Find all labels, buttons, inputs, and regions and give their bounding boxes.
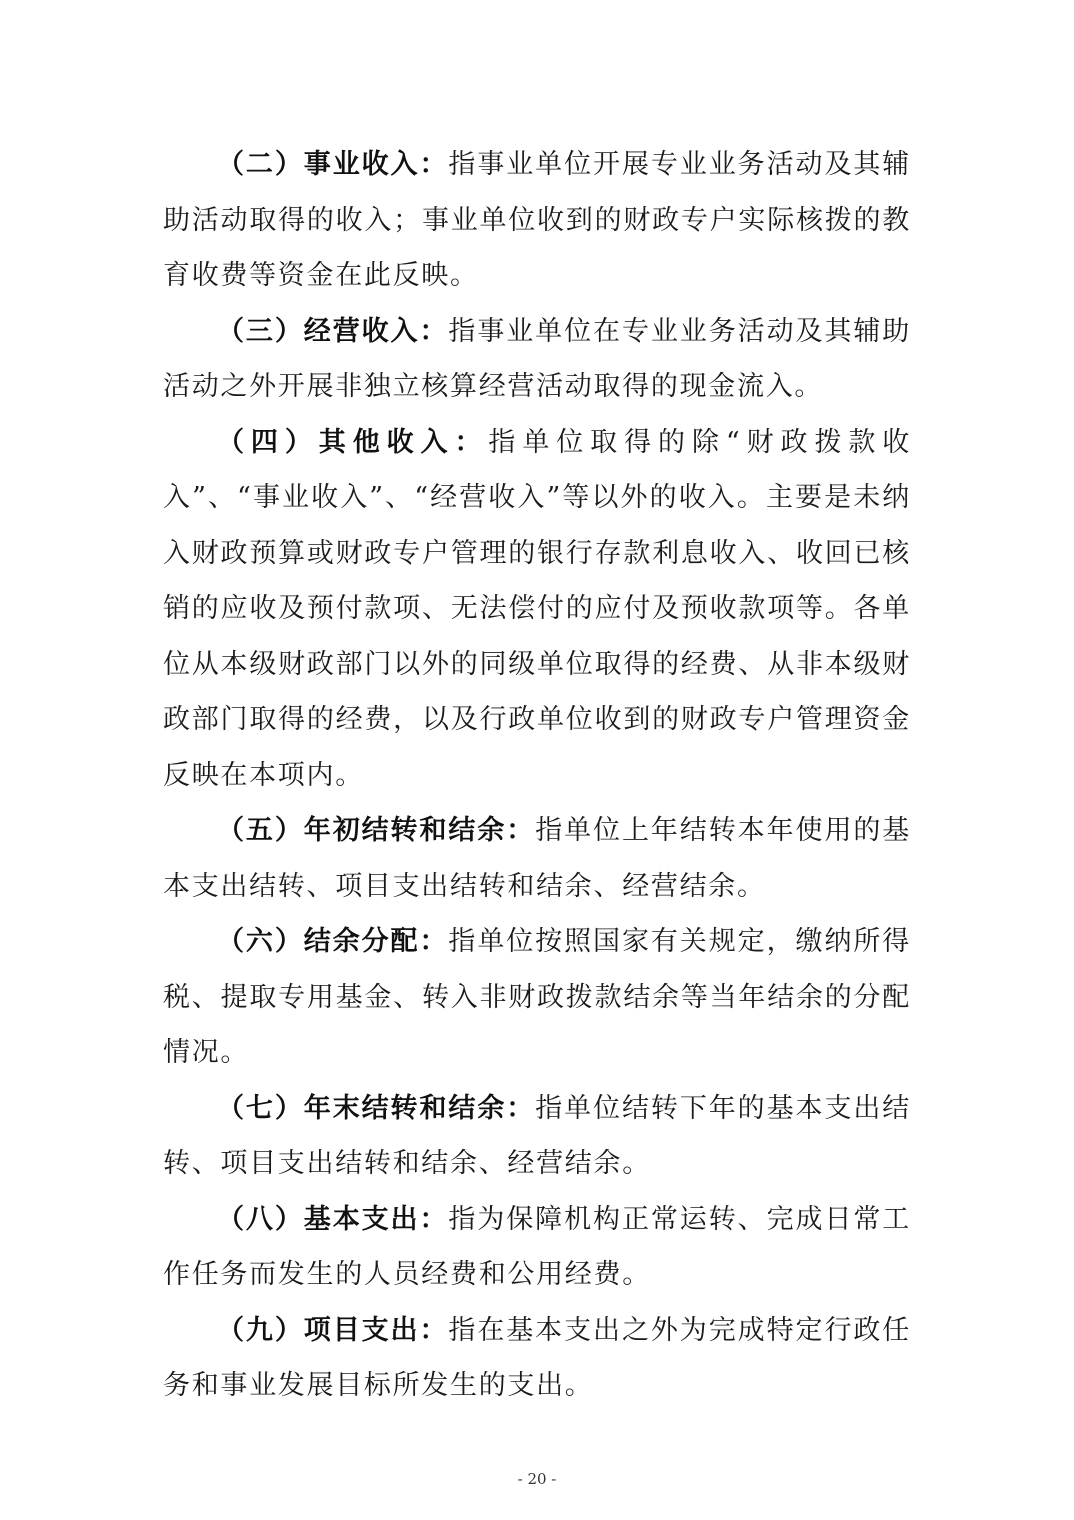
paragraph-project-expenditure bbox=[163, 1303, 911, 1414]
term-other-income: （四）其他收入： bbox=[217, 426, 489, 458]
definition-basic-expenditure: 指为保障机构正常运转、完成日常工作任务而发生的人员经费和公用经费。 bbox=[163, 1203, 911, 1290]
definition-business-income: 指事业单位开展专业业务活动及其辅助活动取得的收入；事业单位收到的财政专户实际核拨的教育收费等资金在此反映。 bbox=[163, 149, 911, 291]
paragraph-opening-carryover bbox=[163, 803, 911, 914]
document-body bbox=[163, 137, 911, 1414]
term-project-expenditure: （九）项目支出： bbox=[217, 1314, 449, 1346]
term-business-income: （二）事业收入： bbox=[217, 149, 449, 180]
definition-closing-carryover: 指单位结转下年的基本支出结转、项目支出结转和结余、经营结余。 bbox=[163, 1092, 911, 1179]
term-closing-carryover: （七）年末结转和结余： bbox=[217, 1092, 536, 1124]
paragraph-business-income bbox=[163, 137, 911, 304]
term-operating-income: （三）经营收入： bbox=[217, 315, 449, 347]
page-number: - 20 - bbox=[517, 1470, 557, 1488]
paragraph-closing-carryover bbox=[163, 1081, 911, 1192]
term-basic-expenditure: （八）基本支出： bbox=[217, 1203, 449, 1235]
definition-project-expenditure: 指在基本支出之外为完成特定行政任务和事业发展目标所发生的支出。 bbox=[163, 1314, 911, 1401]
definition-opening-carryover: 指单位上年结转本年使用的基本支出结转、项目支出结转和结余、经营结余。 bbox=[163, 815, 911, 902]
paragraph-surplus-distribution bbox=[163, 914, 911, 1081]
definition-other-income: 指单位取得的除“财政拨款收入”、“事业收入”、“经营收入”等以外的收入。主要是未纳入财政预算或财政专户管理的银行存款利息收入、收回已核销的应收及预付款项、无法偿付的应付及预收款项等。各单位从本级财政部门以外的同级单位取得的经费、从非本级财政部门取得的经费，以及行政单位收到的财政专户管理资金反映在本项内。 bbox=[163, 426, 911, 791]
paragraph-basic-expenditure bbox=[163, 1192, 911, 1303]
paragraph-other-income bbox=[163, 415, 911, 804]
paragraph-operating-income bbox=[163, 304, 911, 415]
definition-operating-income: 指事业单位在专业业务活动及其辅助活动之外开展非独立核算经营活动取得的现金流入。 bbox=[163, 315, 911, 402]
term-opening-carryover: （五）年初结转和结余： bbox=[217, 815, 536, 846]
term-surplus-distribution: （六）结余分配： bbox=[217, 926, 449, 957]
definition-surplus-distribution: 指单位按照国家有关规定，缴纳所得税、提取专用基金、转入非财政拨款结余等当年结余的分配情况。 bbox=[163, 926, 911, 1068]
